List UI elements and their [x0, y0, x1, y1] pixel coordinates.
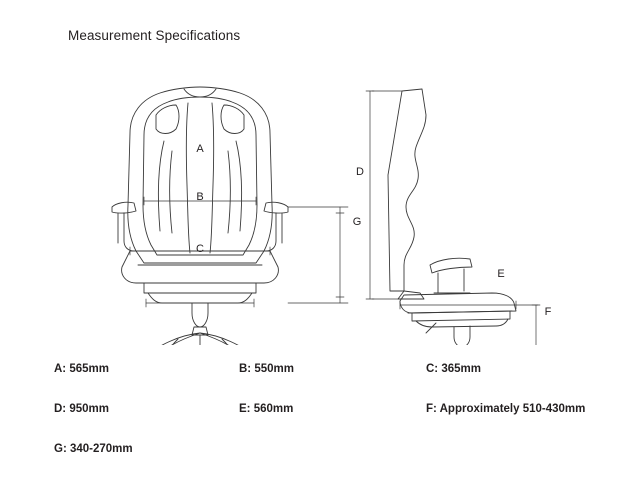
- side-view-chair: [388, 89, 522, 345]
- label-g: G: [352, 216, 362, 228]
- diagram-svg: [60, 55, 590, 345]
- front-dimension-lines: [130, 197, 348, 307]
- side-dimension-lines: [366, 91, 540, 345]
- label-b: B: [196, 191, 204, 203]
- spec-item-f: F: Approximately 510-430mm: [426, 403, 586, 415]
- spec-item-g: G: 340-270mm: [54, 443, 133, 455]
- label-c: C: [196, 243, 204, 255]
- label-f: F: [544, 306, 552, 318]
- spec-item-d: D: 950mm: [54, 403, 109, 415]
- spec-item-e: E: 560mm: [239, 403, 294, 415]
- label-e: E: [497, 268, 505, 280]
- label-d: D: [356, 166, 364, 178]
- spec-list: [54, 355, 614, 465]
- label-a: A: [196, 143, 204, 155]
- spec-item-b: B: 550mm: [239, 363, 294, 375]
- measurement-diagram: [60, 55, 590, 345]
- spec-item-a: A: 565mm: [54, 363, 109, 375]
- spec-item-c: C: 365mm: [426, 363, 481, 375]
- page-title: Measurement Specifications: [68, 28, 241, 43]
- front-view-chair: [112, 87, 288, 345]
